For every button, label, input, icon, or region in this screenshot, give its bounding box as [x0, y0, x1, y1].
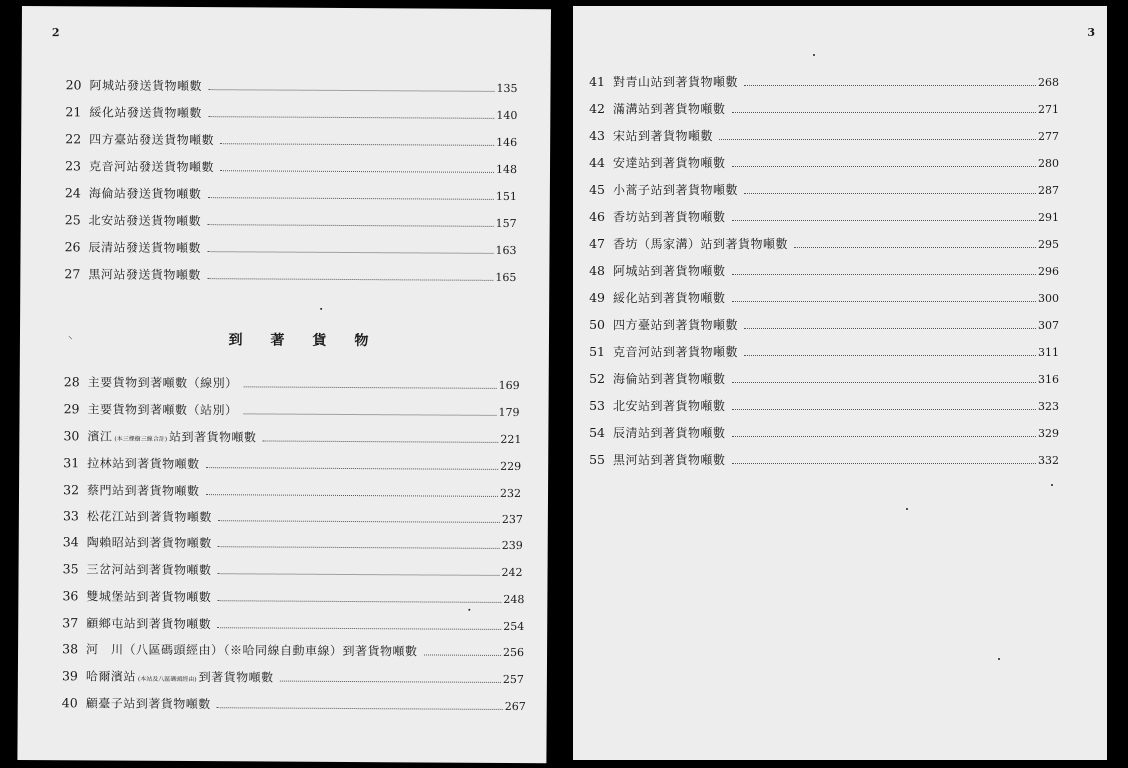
toc-entry-page: 280: [1038, 157, 1059, 170]
leader-dots: [732, 274, 1036, 275]
toc-entry[interactable]: [583, 156, 1059, 171]
toc-entry[interactable]: [59, 186, 517, 204]
toc-entry-number: 35: [62, 561, 79, 577]
toc-entry[interactable]: [57, 483, 521, 501]
toc-entry-title: 三岔河站到著貨物噸數: [86, 562, 212, 578]
toc-entry-title: 滿溝站到著貨物噸數: [613, 102, 726, 116]
toc-entry-title: 四方臺站發送貨物噸數: [89, 132, 215, 148]
toc-entry-number: 47: [589, 236, 605, 251]
toc-entry-title: 小蒿子站到著貨物噸數: [613, 183, 739, 197]
toc-entry[interactable]: [59, 78, 517, 96]
toc-entry-title: 黒河站發送貨物噸數: [88, 267, 201, 283]
toc-entry-note: (本三棵樹三線合計): [114, 435, 168, 443]
section-heading: 到著貨物: [228, 332, 397, 350]
leader-dots: [206, 467, 498, 470]
toc-entry-title: 綏化站到著貨物噸數: [613, 291, 726, 305]
toc-entry-page: 307: [1038, 319, 1059, 332]
toc-entry-page: 151: [495, 189, 517, 204]
leader-dots: [207, 251, 493, 254]
toc-entry-page: 242: [501, 565, 523, 580]
toc-entry-title: 蔡門站到著貨物噸數: [86, 483, 200, 499]
leader-dots: [217, 600, 501, 603]
leader-dots: [207, 278, 493, 281]
toc-list-top: [22, 6, 551, 285]
leader-dots: [732, 112, 1036, 113]
margin-mark: ⸌: [67, 335, 73, 346]
toc-entry[interactable]: [583, 318, 1059, 333]
toc-entry-number: 39: [61, 668, 78, 684]
toc-entry-number: 27: [64, 266, 81, 282]
toc-entry-page: 332: [1038, 454, 1059, 467]
leader-dots: [732, 382, 1036, 383]
toc-entry-title: 安達站到著貨物噸數: [613, 156, 726, 170]
toc-entry-title: 拉林站到著貨物噸數: [87, 456, 200, 472]
toc-entry[interactable]: [56, 589, 524, 607]
leader-dots: [207, 224, 493, 227]
leader-dots: [744, 355, 1036, 356]
toc-entry-number: 37: [62, 615, 79, 631]
leader-dots: [732, 166, 1036, 167]
toc-entry-title: 哈爾濱站: [85, 669, 136, 684]
toc-entry-title-suffix: 到著貨物噸數: [198, 670, 274, 685]
leader-dots: [744, 85, 1036, 86]
toc-entry-title: 克音河站到著貨物噸數: [613, 345, 739, 359]
leader-dots: [218, 573, 500, 576]
toc-entry[interactable]: [58, 267, 516, 285]
toc-entry[interactable]: [583, 129, 1059, 144]
page-number-right: 3: [1087, 26, 1095, 39]
toc-entry-title-suffix: 站到著貨物噸數: [169, 429, 257, 445]
leader-dots: [794, 247, 1036, 248]
toc-entry-page: 237: [501, 512, 523, 527]
toc-entry-title: 海倫站到著貨物噸數: [613, 372, 726, 386]
leader-dots: [719, 139, 1036, 140]
toc-entry-number: 30: [63, 428, 80, 444]
toc-entry-page: 329: [1038, 427, 1059, 440]
leader-dots: [244, 386, 497, 389]
toc-entry-number: 51: [589, 344, 605, 359]
toc-entry-page: 140: [496, 108, 518, 123]
paper-speck: [320, 308, 322, 310]
leader-dots: [208, 89, 494, 92]
toc-entry-number: 24: [64, 185, 81, 201]
toc-entry[interactable]: [583, 345, 1059, 360]
toc-entry[interactable]: [583, 210, 1059, 225]
toc-entry-number: 20: [65, 77, 82, 93]
leader-dots: [206, 494, 498, 497]
toc-entry-number: 25: [64, 212, 81, 228]
leader-dots: [208, 116, 494, 119]
toc-entry-page: 169: [498, 378, 520, 393]
toc-entry[interactable]: [583, 102, 1059, 117]
toc-entry[interactable]: [583, 372, 1059, 387]
toc-entry-title: 克音河站發送貨物噸數: [88, 159, 215, 175]
toc-entry-page: 256: [503, 645, 525, 660]
toc-entry-page: 271: [1038, 103, 1059, 116]
toc-entry-title: 對青山站到著貨物噸數: [613, 75, 739, 89]
toc-entry-number: 48: [589, 263, 605, 278]
toc-entry-page: 135: [496, 81, 518, 96]
leader-dots: [732, 409, 1036, 410]
toc-entry-number: 26: [64, 239, 81, 255]
toc-entry-number: 42: [589, 101, 605, 116]
toc-entry-page: 229: [500, 459, 522, 474]
toc-entry-number: 28: [63, 374, 80, 390]
toc-entry-page: 277: [1038, 130, 1059, 143]
toc-entry-number: 52: [589, 371, 605, 386]
left-page: [17, 6, 551, 763]
toc-entry-page: 254: [503, 619, 525, 634]
leader-dots: [217, 627, 501, 630]
toc-entry-title: 主要貨物到著噸數（站別）: [87, 402, 238, 418]
toc-entry[interactable]: [57, 456, 521, 474]
toc-entry-title: 北安站發送貨物噸數: [88, 213, 202, 229]
toc-entry-page: 268: [1038, 76, 1059, 89]
leader-dots: [280, 681, 501, 683]
toc-entry-number: 46: [589, 209, 605, 224]
toc-entry-number: 45: [589, 182, 605, 197]
toc-entry-page: 257: [502, 672, 524, 687]
toc-entry-page: 300: [1038, 292, 1059, 305]
leader-dots: [732, 220, 1036, 221]
toc-entry-page: 291: [1038, 211, 1059, 224]
toc-entry-number: 31: [63, 455, 80, 471]
leader-dots: [218, 520, 500, 523]
toc-entry-number: 36: [62, 588, 79, 604]
toc-entry[interactable]: [57, 402, 519, 420]
page-number-left: 2: [51, 26, 60, 40]
toc-entry[interactable]: [583, 237, 1059, 252]
toc-entry-title: 濱江: [87, 429, 113, 444]
toc-entry-page: 316: [1038, 373, 1059, 386]
paper-speck: [813, 54, 815, 56]
toc-entry-page: 165: [495, 270, 517, 285]
toc-entry-page: 323: [1038, 400, 1059, 413]
toc-entry[interactable]: [59, 132, 517, 150]
toc-entry-title: 辰清站到著貨物噸數: [613, 426, 726, 440]
leader-dots: [220, 143, 494, 146]
leader-dots: [744, 193, 1036, 194]
toc-entry[interactable]: [59, 105, 517, 123]
toc-entry-number: 50: [589, 317, 605, 332]
toc-entry-number: 33: [62, 508, 79, 524]
toc-entry[interactable]: [583, 75, 1059, 90]
toc-entry-note: (本站及八區碼頭經由): [137, 675, 197, 684]
leader-dots: [218, 546, 500, 549]
toc-entry-title: 主要貨物到著噸數（線別）: [87, 375, 238, 391]
toc-entry-title: 綏化站發送貨物噸數: [89, 105, 202, 121]
toc-entry-number: 21: [65, 104, 82, 120]
paper-speck: [906, 508, 908, 510]
toc-entry-number: 55: [589, 452, 605, 467]
paper-speck: [1051, 484, 1053, 486]
toc-entry-number: 40: [61, 695, 78, 711]
toc-entry[interactable]: [583, 453, 1059, 468]
leader-dots: [244, 413, 497, 416]
toc-entry[interactable]: [583, 183, 1059, 198]
toc-entry-page: 239: [501, 538, 523, 553]
toc-entry-number: 54: [589, 425, 605, 440]
toc-entry[interactable]: [59, 213, 517, 231]
leader-dots: [207, 197, 493, 200]
toc-entry[interactable]: [57, 509, 523, 527]
toc-entry-number: 34: [62, 534, 79, 550]
toc-entry-title: 黒河站到著貨物噸數: [613, 453, 726, 467]
toc-entry-title: 香坊站到著貨物噸數: [613, 210, 726, 224]
toc-entry-page: 163: [495, 243, 517, 258]
toc-entry-page: 232: [499, 486, 522, 501]
toc-entry[interactable]: [57, 429, 521, 449]
toc-entry-title: 北安站到著貨物噸數: [613, 399, 726, 413]
toc-entry-title: 河 川（八區碼頭經由）（※哈同線自動車線）到著貨物噸數: [86, 642, 418, 659]
leader-dots: [732, 463, 1036, 464]
toc-entry-number: 32: [63, 482, 80, 498]
toc-entry[interactable]: [583, 291, 1059, 306]
leader-dots: [263, 440, 499, 442]
paper-speck: [998, 658, 1000, 660]
leader-dots: [220, 170, 494, 173]
toc-entry[interactable]: [58, 240, 516, 258]
toc-entry-page: 248: [503, 592, 525, 607]
leader-dots: [424, 654, 501, 655]
toc-entry-page: 179: [498, 405, 520, 420]
toc-entry-page: 296: [1038, 265, 1059, 278]
toc-entry-number: 23: [65, 158, 82, 174]
toc-entry[interactable]: [58, 375, 520, 393]
toc-entry-page: 287: [1038, 184, 1059, 197]
toc-entry-title: 辰清站發送貨物噸數: [88, 240, 202, 256]
toc-entry-number: 53: [589, 398, 605, 413]
toc-entry-title: 顧臺子站到著貨物噸數: [85, 696, 211, 712]
toc-entry-number: 43: [589, 128, 605, 143]
toc-entry-title: 阿城站發送貨物噸數: [89, 78, 203, 94]
toc-entry[interactable]: [59, 159, 517, 177]
leader-dots: [217, 707, 503, 710]
toc-entry[interactable]: [583, 399, 1059, 414]
toc-entry-number: 41: [589, 74, 605, 89]
toc-entry[interactable]: [583, 264, 1059, 279]
toc-entry-page: 157: [495, 216, 517, 231]
toc-entry[interactable]: [56, 616, 524, 634]
toc-entry-page: 295: [1038, 238, 1059, 251]
toc-entry-title: 松花江站到著貨物噸數: [86, 509, 212, 525]
toc-entry-number: 38: [62, 641, 79, 657]
toc-entry-page: 311: [1038, 346, 1059, 359]
toc-entry-number: 29: [63, 401, 80, 417]
toc-entry-title: 顧鄉屯站到著貨物噸數: [86, 616, 212, 632]
toc-entry[interactable]: [57, 535, 523, 553]
toc-entry-title: 宋站到著貨物噸數: [613, 129, 714, 143]
toc-entry[interactable]: [56, 669, 524, 689]
toc-entry-number: 49: [589, 290, 605, 305]
toc-entry-title: 雙城堡站到著貨物噸數: [86, 589, 212, 605]
toc-entry-title: 海倫站發送貨物噸數: [88, 186, 202, 202]
leader-dots: [732, 436, 1036, 437]
toc-entry-page: 267: [504, 699, 526, 714]
toc-entry[interactable]: [56, 642, 524, 660]
toc-entry-title: 陶賴昭站到著貨物噸數: [86, 535, 212, 551]
toc-entry-number: 22: [65, 131, 82, 147]
toc-entry-title: 香坊（馬家溝）站到著貨物噸數: [613, 237, 789, 251]
leader-dots: [732, 301, 1036, 302]
toc-entry-page: 146: [496, 135, 518, 150]
leader-dots: [744, 328, 1036, 329]
toc-entry-page: 148: [495, 162, 518, 177]
toc-entry-title: 阿城站到著貨物噸數: [613, 264, 726, 278]
toc-entry-page: 221: [500, 432, 522, 447]
right-page: [573, 6, 1107, 760]
toc-entry-title: 四方臺站到著貨物噸數: [613, 318, 739, 332]
toc-entry[interactable]: [57, 562, 523, 580]
paper-speck: [468, 609, 470, 611]
toc-entry-number: 44: [589, 155, 605, 170]
toc-entry[interactable]: [583, 426, 1059, 441]
toc-entry[interactable]: [56, 696, 526, 714]
